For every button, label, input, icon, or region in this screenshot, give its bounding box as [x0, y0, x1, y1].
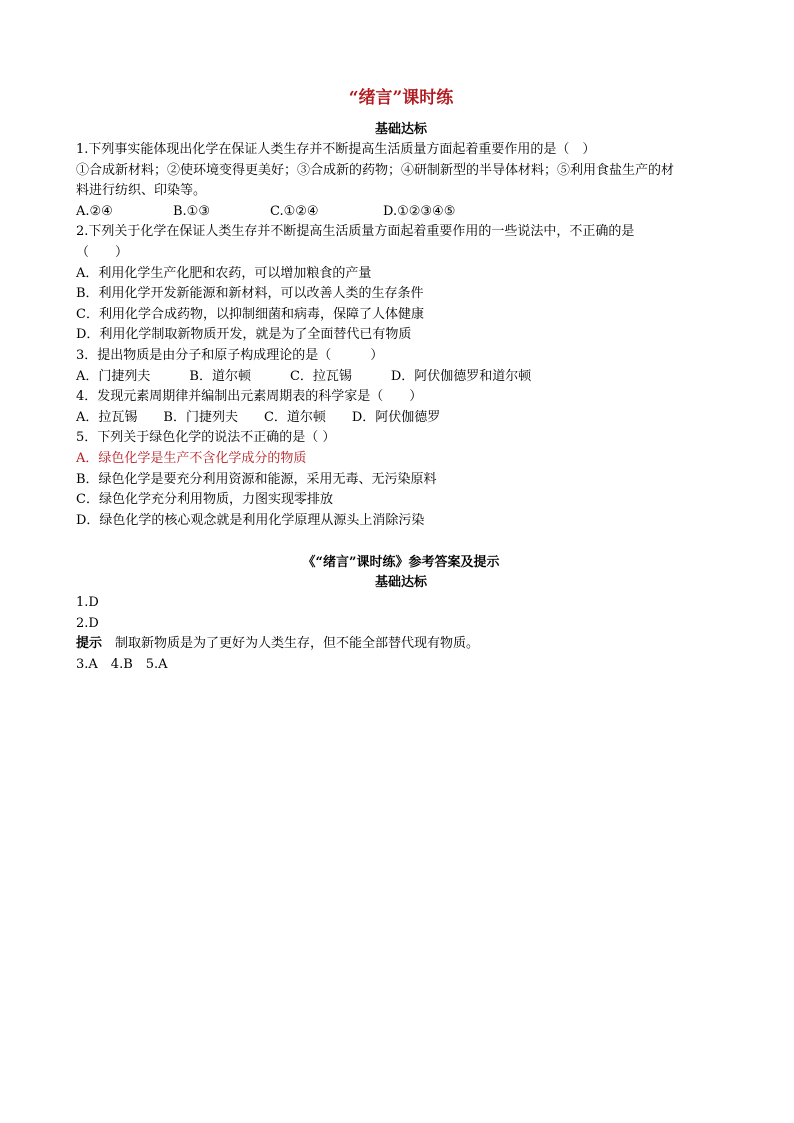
- q1-stem: 1.下列事实能体现出化学在保证人类生存并不断提高生活质量方面起着重要作用的是（ ）: [76, 142, 596, 157]
- q3-stem: 3．提出物质是由分子和原子构成理论的是（ ）: [76, 347, 384, 363]
- q4-choices: A．拉瓦锡 B．门捷列夫 C．道尔顿 D．阿伏伽德罗: [76, 409, 441, 425]
- q2-option-c: C．利用化学合成药物，以抑制细菌和病毒，保障了人体健康: [76, 306, 424, 322]
- q2-stem-line1: 2.下列关于化学在保证人类生存并不断提高生活质量方面起着重要作用的一些说法中，不正确的是: [76, 224, 635, 240]
- q2-option-d: D．利用化学制取新物质开发，就是为了全面替代已有物质: [76, 327, 412, 343]
- q5-option-c: C．绿色化学充分利用物质，力图实现零排放: [76, 492, 333, 508]
- q1-choice-c: C.①②④: [270, 203, 319, 219]
- q4-stem: 4．发现元素周期律并编制出元素周期表的科学家是（ ）: [76, 389, 423, 405]
- q1-items-line1: ①合成新材料；②使环境变得更美好；③合成新的药物；④研制新型的半导体材料；⑤利用食盐生产的材: [76, 162, 675, 178]
- q1-choice-a: A.②④: [76, 203, 113, 219]
- answers-title: 《“绪言”课时练》参考答案及提示: [302, 555, 500, 571]
- answers-3-5: 3.A 4.B 5.A: [76, 657, 168, 673]
- answers-section-heading: 基础达标: [374, 575, 427, 591]
- page-title: “绪言”课时练: [348, 88, 454, 108]
- q2-option-b: B．利用化学开发新能源和新材料，可以改善人类的生存条件: [76, 286, 424, 302]
- spacer: [76, 531, 726, 553]
- q5-option-d: D．绿色化学的核心观念就是利用化学原理从源头上消除污染: [76, 512, 425, 528]
- hint-label: 提示: [76, 636, 103, 652]
- q5-stem: 5．下列关于绿色化学的说法不正确的是（ ）: [76, 430, 336, 446]
- hint-text: 制取新物质是为了更好为人类生存，但不能全部替代现有物质。: [102, 636, 480, 652]
- answer-1: 1.D: [76, 595, 99, 611]
- q3-choices: A．门捷列夫 B．道尔顿 C．拉瓦锡 D．阿伏伽德罗和道尔顿: [76, 368, 532, 384]
- q1-choices: [76, 202, 726, 223]
- q5-option-a: A．绿色化学是生产不含化学成分的物质: [76, 450, 307, 466]
- q2-option-a: A．利用化学生产化肥和农药，可以增加粮食的产量: [76, 265, 372, 281]
- document-page: [76, 86, 726, 676]
- answer-2: 2.D: [76, 615, 99, 631]
- q1-choice-d: D.①②③④⑤: [383, 203, 456, 219]
- q1-items-line2: 料进行纺织、印染等。: [76, 183, 207, 199]
- section-heading: 基础达标: [374, 122, 427, 137]
- q1-choice-b: B.①③: [173, 203, 210, 219]
- q5-option-b: B．绿色化学是要充分利用资源和能源，采用无毒、无污染原料: [76, 471, 437, 487]
- answer-hint: [76, 634, 726, 655]
- q2-stem-line2: （ ）: [76, 244, 129, 260]
